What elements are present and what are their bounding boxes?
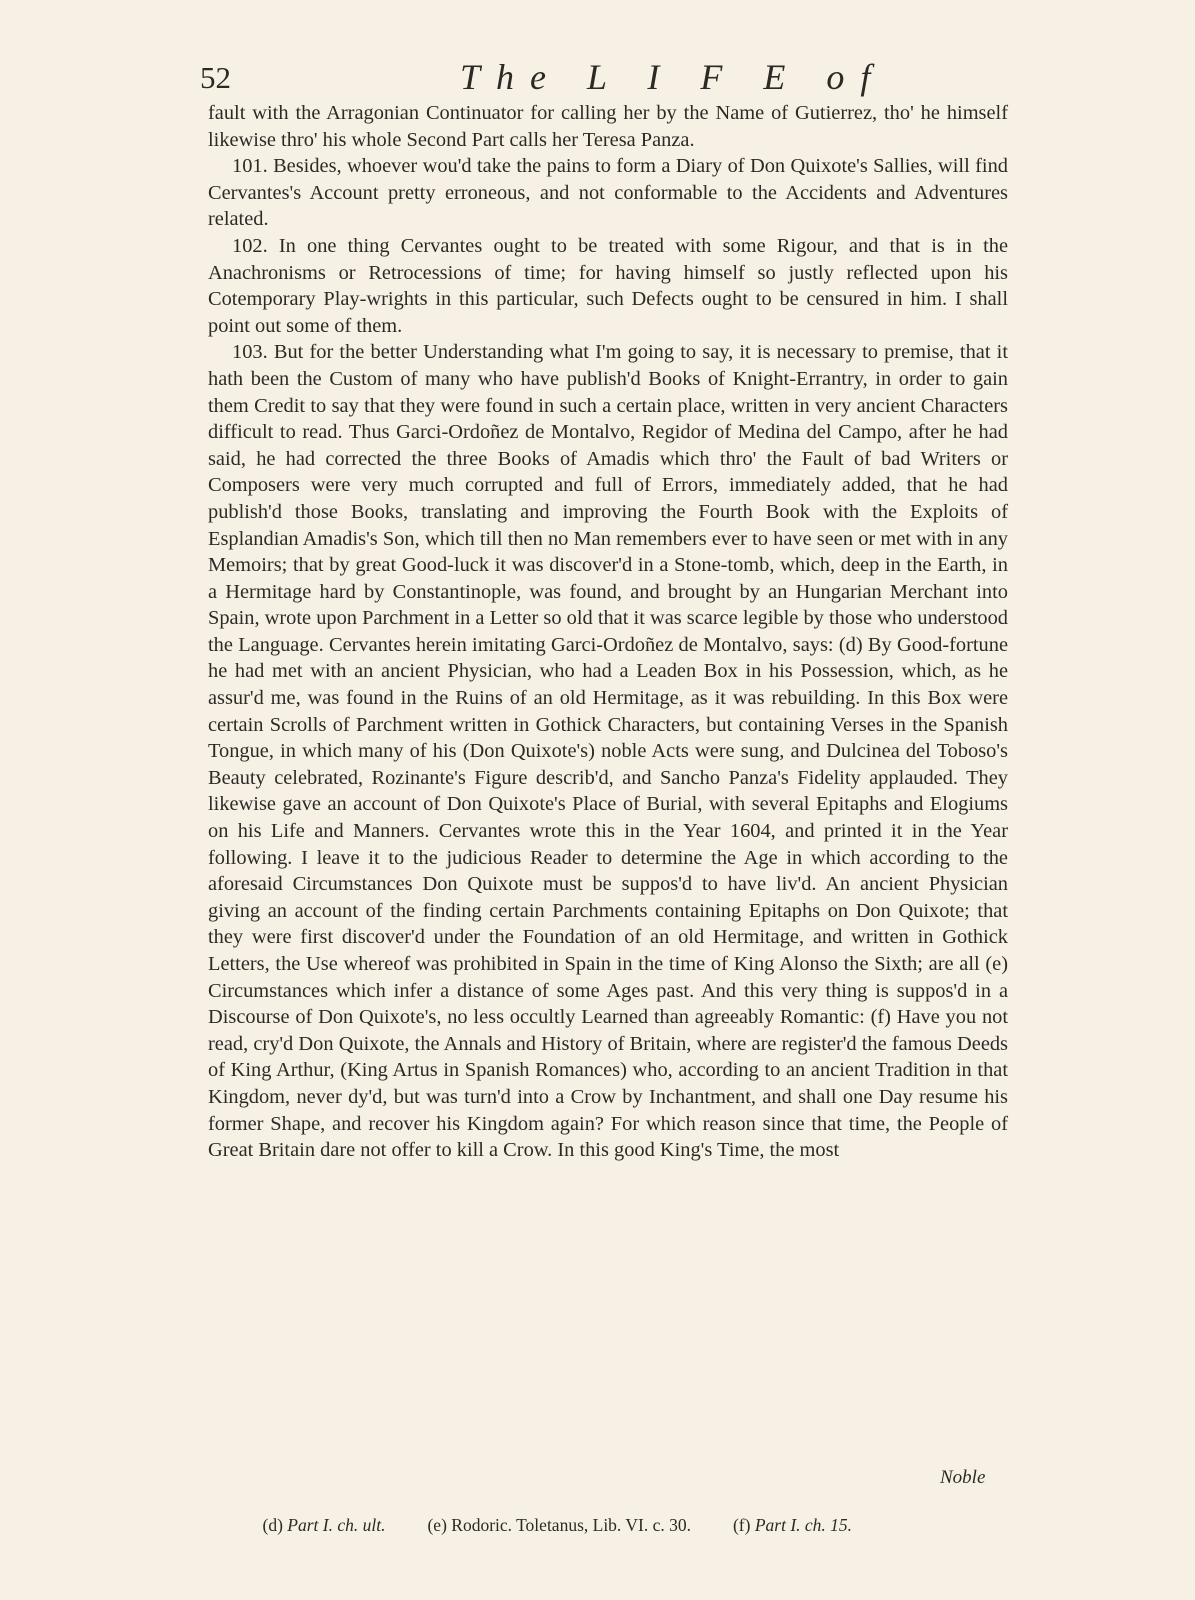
footnote-f bbox=[733, 1515, 852, 1536]
paragraph-103: 103. But for the better Understanding what I'm going to say, it is necessary to premise, that it hath been the Custom of many who have publish'd Books of Knight-Errantry, in order to gain them Credit to say that they were found in such a certain place, written in very ancient Characters difficult to read. Thus Garci-Ordoñez de Montalvo, Regidor of Medina del Campo, after he had said, he had corrected the three Books of Amadis which thro' the Fault of bad Writers or Composers were very much corrupted and full of Errors, immediately added, that he had publish'd those Books, translating and improving the Fourth Book with the Exploits of Esplandian Amadis's Son, which till then no Man remembers ever to have seen or met with in any Memoirs; that by great Good-luck it was discover'd in a Stone-tomb, which, deep in the Earth, in a Hermitage hard by Constantinople, was found, and brought by an Hungarian Merchant into Spain, wrote upon Parchment in a Letter so old that it was scarce legible by those who understood the Language. Cervantes herein imitating Garci-Ordoñez de Montalvo, says: (d) By Good-fortune he had met with an ancient Physician, who had a Leaden Box in his Possession, which, as he assur'd me, was found in the Ruins of an old Hermitage, as it was rebuilding. In this Box were certain Scrolls of Parchment written in Gothick Characters, but containing Verses in the Spanish Tongue, in which many of his (Don Quixote's) noble Acts were sung, and Dulcinea del Toboso's Beauty celebrated, Rozinante's Figure describ'd, and Sancho Panza's Fidelity applauded. They likewise gave an account of Don Quixote's Place of Burial, with several Epitaphs and Elogiums on his Life and Manners. Cervantes wrote this in the Year 1604, and printed it in the Year following. I leave it to the judicious Reader to determine the Age in which according to the aforesaid Circumstances Don Quixote must be suppos'd to have liv'd. An ancient Physician giving an account of the finding certain Parchments containing Epitaphs on Don Quixote; that they were first discover'd under the Foundation of an old Hermitage, and written in Gothick Letters, the Use whereof was prohibited in Spain in the time of King Alonso the Sixth; are all (e) Circumstances which infer a distance of some Ages past. And this very thing is suppos'd in a Discourse of Don Quixote's, no less occultly Learned than agreeably Romantic: (f) Have you not read, cry'd Don Quixote, the Annals and History of Britain, where are register'd the famous Deeds of King Arthur, (King Artus in Spanish Romances) who, according to an ancient Tradition in that Kingdom, never dy'd, but was turn'd into a Crow by Inchantment, and shall one Day resume his former Shape, and recover his Kingdom again? For which reason since that time, the People of Great Britain dare not offer to kill a Crow. In this good King's Time, the most bbox=[208, 341, 1008, 1162]
footnote-e bbox=[427, 1515, 691, 1536]
footnotes bbox=[245, 1494, 1045, 1557]
footnote-text: Rodoric. Toletanus, Lib. VI. c. 30. bbox=[451, 1515, 691, 1535]
footnote-d bbox=[263, 1515, 386, 1536]
body-text bbox=[208, 100, 1008, 1164]
footnote-mark: (e) bbox=[427, 1515, 447, 1535]
catchword: Noble bbox=[940, 1467, 986, 1488]
paragraph-continuation: fault with the Arragonian Continuator for calling her by the Name of Gutierrez, tho' he himself likewise thro' his whole Second Part calls her Teresa Panza. bbox=[208, 102, 1008, 151]
footnote-text: Part I. ch. ult. bbox=[287, 1515, 386, 1535]
footnote-text: Part I. ch. 15. bbox=[754, 1515, 853, 1535]
footnote-mark: (d) bbox=[262, 1515, 283, 1535]
paragraph-101: 101. Besides, whoever wou'd take the pains to form a Diary of Don Quixote's Sallies, will find Cervantes's Account pretty erroneous, and not conformable to the Accidents and Adventures related. bbox=[208, 155, 1008, 231]
footnote-mark: (f) bbox=[732, 1515, 751, 1535]
paragraph-102: 102. In one thing Cervantes ought to be treated with some Rigour, and that is in the Anachronisms or Retrocessions of time; for having himself so justly reflected upon his Cotemporary Play-wrights in this particular, such Defects ought to be censured in him. I shall point out some of them. bbox=[208, 234, 1008, 337]
running-title: The L I F E of bbox=[460, 57, 887, 97]
page-number: 52 bbox=[200, 60, 231, 95]
running-head bbox=[200, 56, 1000, 100]
